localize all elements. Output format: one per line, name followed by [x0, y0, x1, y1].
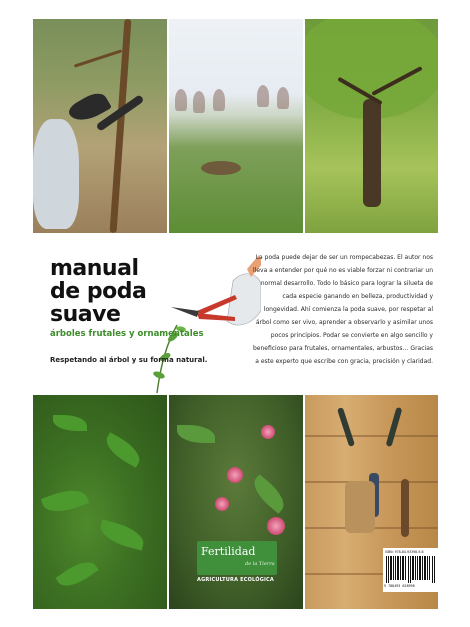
book-title-line: de poda: [50, 279, 147, 304]
leather-holster-shape: [345, 481, 375, 533]
book-title-line: manual: [50, 256, 139, 281]
photo-large-tree: [305, 19, 438, 233]
book-title: [50, 257, 146, 326]
isbn-label: ISBN: 978-84-93398-9-8: [385, 550, 424, 554]
plank-line: [305, 435, 438, 437]
rose-bud-shape: [227, 467, 243, 483]
hanging-pruner-shape: [386, 407, 403, 447]
pruning-illustration: [151, 233, 261, 395]
brush-pile-shape: [201, 161, 241, 175]
orchard-icon: [175, 89, 187, 111]
leaf-shape: [97, 519, 147, 550]
orchard-tree-shape: [257, 85, 269, 107]
rose-bud-shape: [267, 517, 285, 535]
leaf-shape: [55, 555, 98, 593]
barcode: [383, 548, 438, 592]
text-band: [33, 233, 438, 395]
book-description: La poda puede dejar de ser un rompecabezas. El autor nos lleva a entender por qué no es viable forzar ni contrariar un normal desarrollo. Todo lo básico para lograr la silueta de cada especie ganando en belleza, productividad y longevidad. Ahí comienza la poda suave, por respetar al árbol como ser vivo, aprender a observarlo y asimilar unos pocos principios. Podar se convierte en algo sencillo y beneficioso para frutales, ornamentales, arbustos… Gracias a este experto que escribe con gracia, precisión y claridad.: [252, 254, 433, 365]
trunk-shape: [363, 99, 381, 207]
hanging-tool-shape: [401, 479, 409, 537]
book-title-line: suave: [50, 302, 121, 327]
book-back-cover: [33, 19, 438, 609]
publisher-name-suffix: de la Tierra: [245, 561, 275, 567]
tools-icon: [337, 407, 355, 447]
photo-orchard-rows: [169, 19, 303, 233]
rose-bud-shape: [215, 497, 229, 511]
orchard-tree-shape: [277, 87, 289, 109]
photo-pruning-shears-branch: [33, 19, 167, 233]
twig-shape: [74, 49, 122, 67]
orchard-tree-shape: [193, 91, 205, 113]
leaf-shape: [248, 474, 290, 514]
rose-icon: [261, 425, 275, 439]
orchard-tree-shape: [213, 89, 225, 111]
leaf-shape: [101, 432, 145, 468]
barcode-digits: 9 788493 628998: [384, 584, 415, 588]
leaf-icon: [53, 415, 87, 431]
leaf-shape: [41, 484, 89, 518]
publisher-name: Fertilidad: [201, 545, 256, 558]
publisher-logo: [197, 541, 277, 589]
glove-icon: [33, 119, 79, 229]
book-subtitle: árboles frutales y ornamentales: [50, 329, 204, 339]
photo-leafy-shoots: [33, 395, 167, 609]
pruning-shears-icon: [171, 295, 237, 321]
publisher-series: AGRICULTURA ECOLÓGICA: [197, 577, 275, 583]
leaf-shape: [177, 425, 215, 443]
barcode-bars-icon: [386, 556, 435, 583]
book-tagline: Respetando al árbol y su forma natural.: [50, 356, 208, 364]
